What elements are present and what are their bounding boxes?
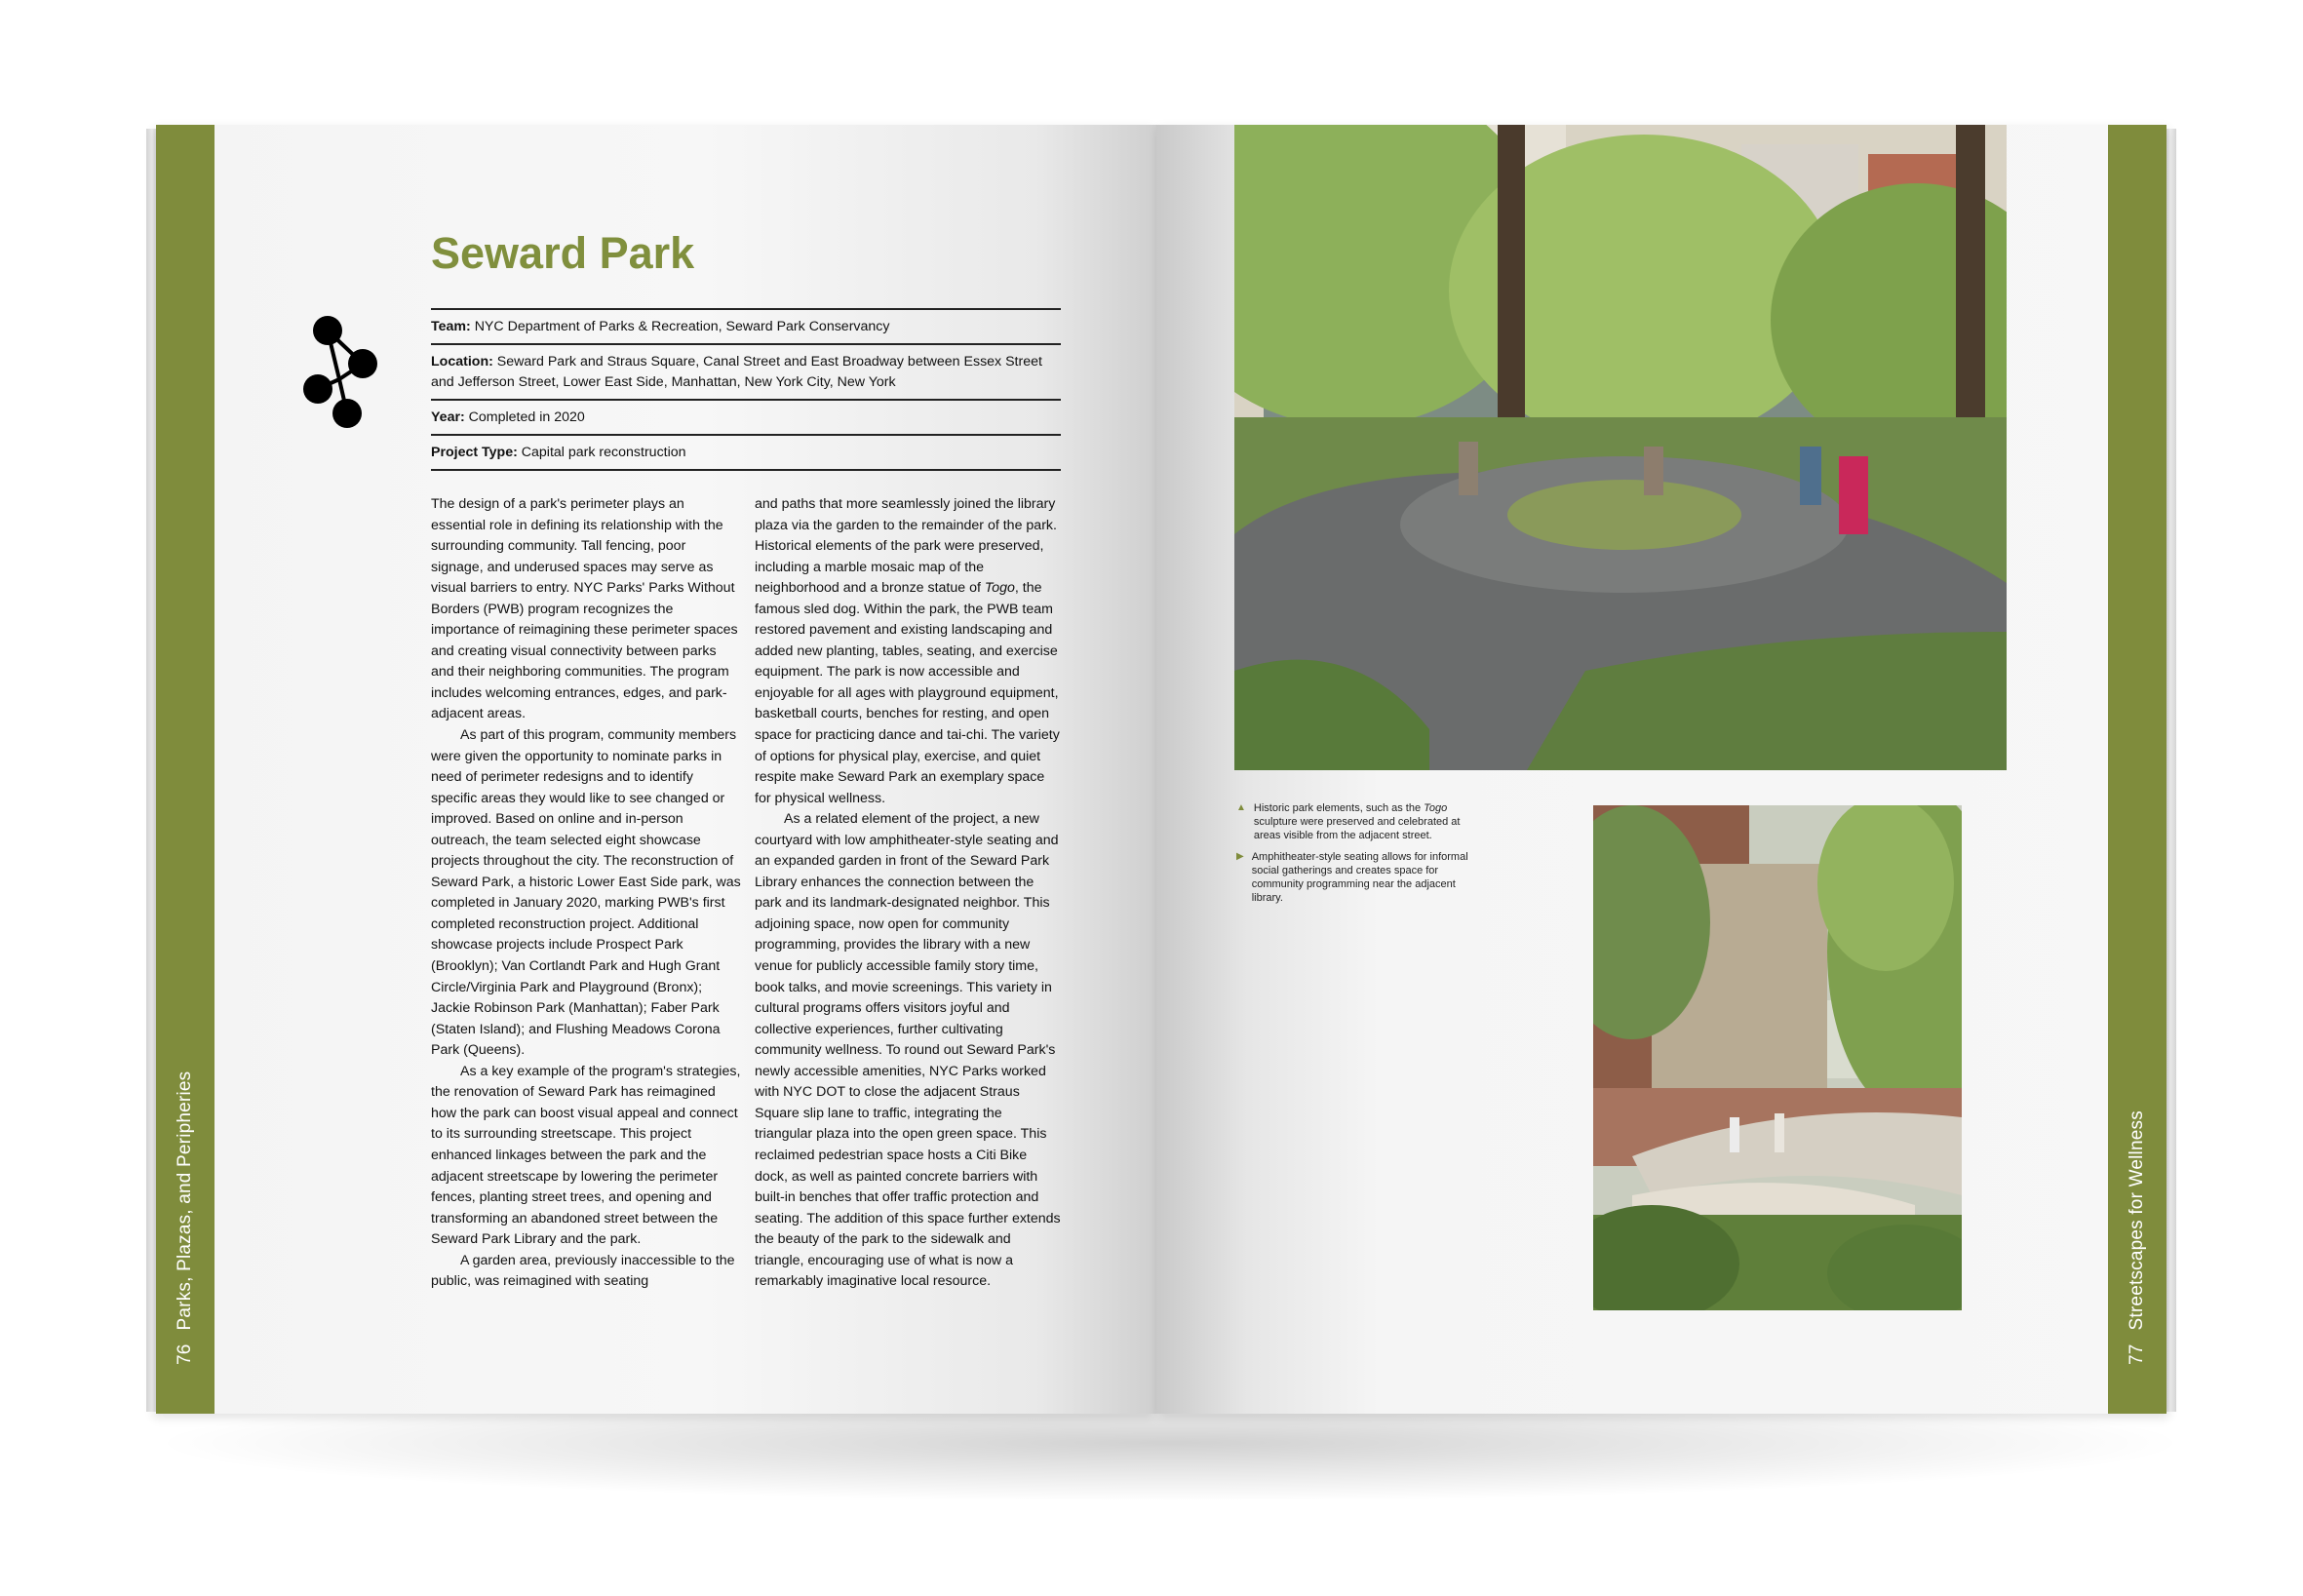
caption-text-part: Historic park elements, such as the [1253,802,1425,814]
team-label: Team: [431,319,471,334]
caption-text [1254,801,1482,842]
page-title: Seward Park [431,228,695,278]
body-paragraph: The design of a park's perimeter plays an essential role in defining its relationship with the surrounding community. Tall fencing, poor signage, and underused spaces may serve as visual barriers to entry. NYC Parks' Parks Without Borders (PWB) program recognizes the importance of reimagining these perimeter spaces and creating visual connectivity between parks and their neighboring communities. The program includes welcoming entrances, edges, and park-adjacent areas. [431,496,738,722]
body-text: , the famous sled dog. Within the park, the PWB team restored pavement and existing landscaping and added new planting, tables, seating, and exercise equipment. The park is now accessible and enjoyable for all ages with playground equipment, basketball courts, benches for resting, and open space for practicing dance and tai-chi. The variety of options for physical play, exercise, and quiet respite make Seward Park an exemplary space for physical wellness. [755,580,1060,806]
right-band-text [2127,1110,2148,1365]
book-edge-right [2166,129,2176,1412]
body-paragraph: As a related element of the project, a new courtyard with low amphitheater-style seating and an expanded garden in front of the Seward Park Library enhances the connection between the park and its landmark-designated neighbor. This adjoining space, now open for community programming, provides the library with a new venue for publicly accessible family story time, book talks, and movie screenings. This variety in cultural programs offers visitors joyful and collective experiences, further cultivating community wellness. To round out Seward Park's newly accessible amenities, NYC Parks worked with NYC DOT to close the adjacent Straus Square slip lane to traffic, integrating the triangular plaza into the open green space. This reclaimed pedestrian space hosts a Citi Bike dock, as well as painted concrete barriers with built-in benches that offer traffic protection and seating. The addition of this space further extends the beauty of the park to the sidewalk and triangle, encouraging use of what is now a remarkably imaginative local resource. [755,811,1061,1290]
body-paragraph: As part of this program, community members were given the opportunity to nominate parks in need of perimeter redesigns and to identify specific areas they would like to see changed or improved. Based on online and in-person outreach, the team selected eight showcase projects throughout the city. The reconstruction of Seward Park, a historic Lower East Side park, was completed in January 2020, marking PWB's first completed reconstruction project. Additional showcase projects include Prospect Park (Brooklyn); Van Cortlandt Park and Hugh Grant Circle/Virginia Park and Playground (Bronx); Jackie Robinson Park (Manhattan); Faber Park (Staten Island); and Flushing Meadows Corona Park (Queens). [431,727,741,1059]
year-value: Completed in 2020 [468,409,585,425]
caption-text-part: sculpture were preserved and celebrated at areas visible from the adjacent street. [1253,816,1461,841]
project-type-row [431,434,1061,471]
project-type-value: Capital park reconstruction [521,445,686,460]
caption-bottom-photo [1236,850,1482,905]
body-paragraph: A garden area, previously inaccessible to the public, was reimagined with seating [431,1252,735,1290]
right-page-number: 77 [2127,1343,2147,1365]
caption-text: Amphitheater-style seating allows for informal social gatherings and creates space for community programming near the adjacent library. [1251,851,1468,904]
location-row [431,343,1061,399]
year-label: Year: [431,409,465,425]
body-text: and paths that more seamlessly joined the library plaza via the garden to the remainder of the park. Historical elements of the park were preserved, including a marble mosaic map of the neighborhood and a bronze statue of [755,496,1057,597]
photo-captions [1236,801,1482,913]
caption-right-arrow-icon: ▶ [1236,851,1244,862]
park-photo-togo-sculpture [1234,125,2007,770]
book-edge-left [146,129,156,1412]
body-column-2 [755,494,1063,1293]
left-page [156,125,1156,1414]
team-value: NYC Department of Parks & Recreation, Seward Park Conservancy [474,319,890,334]
team-row [431,308,1061,343]
left-page-number: 76 [175,1343,195,1365]
right-section-title: Streetscapes for Wellness [2127,1110,2147,1331]
project-type-label: Project Type: [431,445,518,460]
italic-text: Togo [984,580,1015,597]
library-amphitheater-photo [1593,805,1962,1310]
left-band-text [175,1071,196,1365]
right-page [1156,125,2166,1414]
location-label: Location: [431,354,493,370]
body-column-1 [431,494,741,1293]
caption-top-photo [1236,801,1482,842]
network-nodes-icon [298,304,396,441]
location-value: Seward Park and Straus Square, Canal Street and East Broadway between Essex Street and Jefferson Street, Lower East Side, Manhattan, New York City, New York [431,354,1042,390]
caption-up-arrow-icon: ▲ [1236,802,1246,813]
caption-italic: Togo [1424,802,1448,814]
body-paragraph [755,494,1063,809]
body-paragraph: As a key example of the program's strategies, the renovation of Seward Park has reimagined how the park can boost visual appeal and connect to its surrounding streetscape. This project enhanced linkages between the park and the adjacent streetscape by lowering the perimeter fences, planting street trees, and opening and transforming an abandoned street between the Seward Park Library and the park. [431,1063,741,1248]
right-section-band [2108,125,2166,1414]
left-section-title: Parks, Plazas, and Peripheries [175,1070,195,1331]
project-info-table [431,308,1061,471]
year-row [431,399,1061,434]
left-section-band [156,125,215,1414]
